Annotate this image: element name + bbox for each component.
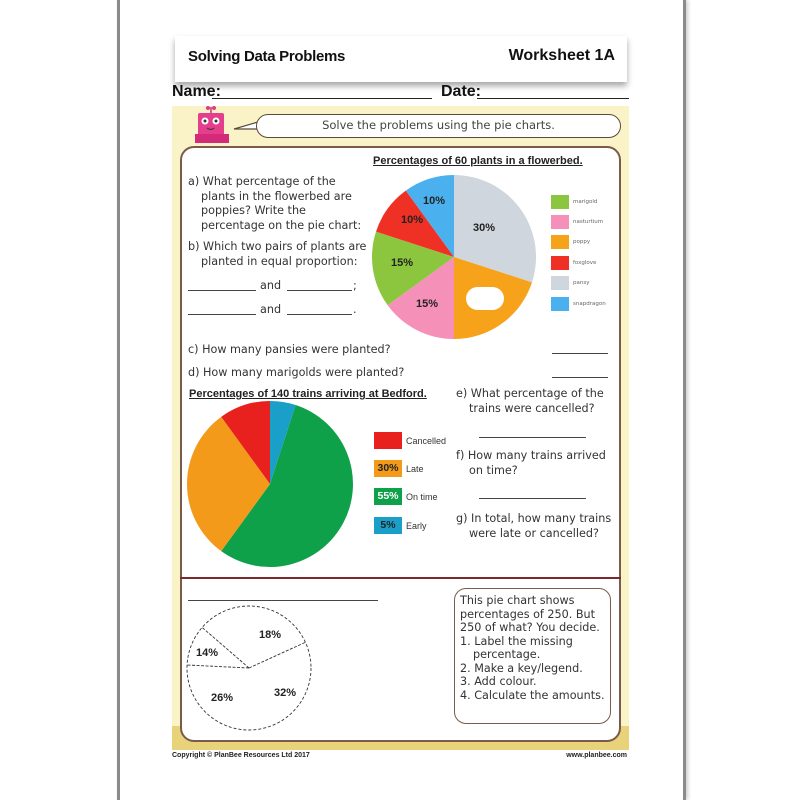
task-line: This pie chart shows	[460, 594, 575, 607]
chart-title-answer-line[interactable]	[188, 600, 378, 601]
semicolon: ;	[353, 279, 357, 292]
svg-text:15%: 15%	[390, 257, 414, 269]
date-field[interactable]	[477, 98, 629, 99]
svg-text:10%: 10%	[422, 195, 446, 207]
task-line: 2. Make a key/legend.	[460, 661, 583, 675]
task-line: percentages of 250. But	[460, 607, 596, 621]
question-a-line4: percentage on the pie chart:	[201, 218, 362, 232]
question-c: c) How many pansies were planted?	[188, 343, 391, 356]
question-b-line2: planted in equal proportion:	[201, 254, 358, 268]
legend-item-on-time: 55% On time	[374, 488, 438, 505]
poppy-answer-blank	[466, 287, 504, 310]
legend-item-early: 5% Early	[374, 517, 427, 534]
answer-f[interactable]	[479, 498, 586, 499]
and-text: and	[260, 303, 282, 316]
question-f-line2: on time?	[469, 463, 518, 477]
question-a-line1: a) What percentage of the	[188, 175, 336, 188]
task-line: 3. Add colour.	[460, 675, 537, 688]
question-g-line2: were late or cancelled?	[469, 526, 599, 540]
task-instructions-box	[454, 588, 611, 724]
question-e-line2: trains were cancelled?	[469, 401, 595, 415]
svg-text:10%: 10%	[400, 214, 424, 226]
name-field[interactable]	[212, 98, 432, 99]
answer-b2-first[interactable]	[188, 314, 256, 315]
legend-item-late: 30% Late	[374, 460, 424, 477]
answer-b2-second[interactable]	[287, 314, 352, 315]
worksheet-number: Worksheet 1A	[508, 47, 615, 64]
legend-item-snapdragon: snapdragon	[551, 297, 606, 311]
legend-item-poppy: poppy	[551, 235, 590, 249]
robot-mascot-icon	[193, 105, 233, 145]
worksheet-title: Solving Data Problems	[188, 48, 346, 65]
question-f-line1: f) How many trains arrived	[456, 449, 606, 462]
instruction-bubble: Solve the problems using the pie charts.	[256, 114, 621, 138]
legend-item-pansy: pansy	[551, 276, 589, 290]
trains-pie-chart	[187, 401, 353, 567]
website-link[interactable]: www.planbee.com	[566, 752, 627, 759]
svg-text:14%: 14%	[195, 647, 219, 659]
date-label: Date:	[441, 83, 482, 100]
flowerbed-pie-chart	[372, 175, 536, 339]
section-divider	[180, 577, 621, 579]
task-line: 250 of what? You decide.	[460, 621, 600, 634]
question-b-line1: b) Which two pairs of plants are	[188, 240, 367, 253]
svg-text:15%: 15%	[415, 298, 439, 310]
period: .	[353, 303, 357, 316]
question-g	[456, 512, 611, 541]
question-a-line3: poppies? Write the	[201, 204, 306, 217]
copyright-text: Copyright © PlanBee Resources Ltd 2017	[172, 752, 310, 759]
legend-item-cancelled: Cancelled	[374, 432, 446, 449]
question-e	[456, 387, 604, 416]
question-b	[188, 240, 366, 269]
question-g-line1: g) In total, how many trains	[456, 512, 612, 525]
task-line: percentage.	[473, 648, 541, 661]
header-banner	[175, 36, 627, 82]
answer-c[interactable]	[552, 353, 608, 354]
flowerbed-chart-title: Percentages of 60 plants in a flowerbed.	[373, 155, 583, 167]
task-line: 1. Label the missing	[460, 634, 573, 648]
svg-text:32%: 32%	[273, 687, 297, 699]
speech-tail	[234, 120, 258, 132]
question-e-line1: e) What percentage of the	[456, 387, 604, 400]
blank-pie-chart[interactable]	[187, 606, 311, 730]
question-f	[456, 449, 606, 478]
legend-item-nasturtium: nasturtium	[551, 215, 603, 229]
name-label: Name:	[172, 83, 221, 100]
trains-chart-title: Percentages of 140 trains arriving at Bedford.	[189, 388, 427, 400]
answer-d[interactable]	[552, 377, 608, 378]
question-d: d) How many marigolds were planted?	[188, 366, 405, 379]
question-a	[188, 175, 361, 233]
task-line: 4. Calculate the amounts.	[460, 688, 605, 702]
svg-text:18%: 18%	[258, 629, 282, 641]
answer-b1-second[interactable]	[287, 290, 352, 291]
svg-text:26%: 26%	[210, 692, 234, 704]
question-a-line2: plants in the flowerbed are	[201, 189, 352, 203]
legend-item-marigold: marigold	[551, 195, 597, 209]
answer-b1-first[interactable]	[188, 290, 256, 291]
svg-text:30%: 30%	[472, 222, 496, 234]
answer-e[interactable]	[479, 437, 586, 438]
legend-item-foxglove: foxglove	[551, 256, 596, 270]
and-text: and	[260, 279, 282, 292]
